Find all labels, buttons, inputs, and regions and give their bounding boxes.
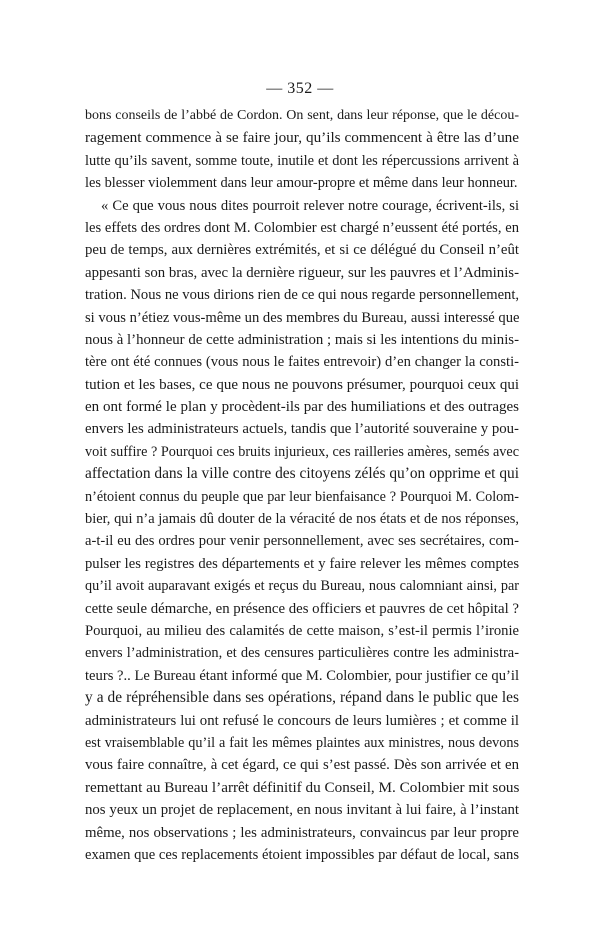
text-line: envers l’administration, et des censures particulières contre les administra- — [85, 645, 519, 662]
text-line: pulser les registres des départements et y faire relever les mêmes comptes — [85, 555, 519, 572]
text-line: teurs ?.. Le Bureau étant informé que M. Colombier, pour justifier ce qu’il — [85, 667, 519, 684]
text-line: envers les administrateurs actuels, tandis que l’autorité souveraine y pou- — [85, 421, 519, 438]
text-line: nous à l’honneur de cette administration ; mais si les intentions du minis- — [85, 331, 519, 348]
text-line: tration. Nous ne vous dirions rien de ce qui nous regarde personnellement, — [85, 287, 520, 304]
text-line: peu de temps, aux dernières extrémités, et si ce délégué du Conseil n’eût — [85, 242, 519, 259]
text-line: ragement commence à se faire jour, qu’ils commencent à être las d’une — [85, 129, 519, 147]
text-line: si vous n’étiez vous-même un des membres du Bureau, aussi interessé que — [85, 309, 520, 326]
text-line: appesanti son bras, avec la dernière rigueur, sur les pauvres et l’Adminis- — [85, 264, 519, 281]
page-number: — 352 — — [266, 80, 334, 97]
text-line: tère ont été connues (vous nous le faites entrevoir) d’en changer la consti- — [85, 354, 519, 371]
text-line: les blesser violemment dans leur amour-propre et même dans leur honneur. — [85, 175, 518, 192]
text-line: affectation dans la ville contre des citoyens zélés qu’on opprime et qui — [85, 465, 519, 483]
text-line: bons conseils de l’abbé de Cordon. On sent, dans leur réponse, que le décou- — [85, 108, 519, 123]
text-line: en ont formé le plan y procèdent-ils par des humiliations et des outrages — [85, 399, 519, 416]
text-line: « Ce que vous nous dites pourroit relever notre courage, écrivent-ils, si — [101, 197, 519, 214]
text-line: n’étoient connus du peuple que par leur bienfaisance ? Pourquoi M. Colom- — [85, 488, 519, 505]
text-line: examen que ces replacements étoient impossibles par défaut de local, sans — [85, 846, 519, 863]
body-text — [85, 105, 519, 866]
text-line: administrateurs lui ont refusé le concours de leurs lumières ; et comme il — [85, 712, 519, 729]
text-line: cette seule démarche, en présence des officiers et pauvres de cet hôpital ? — [85, 600, 519, 617]
text-line: nos yeux un projet de replacement, en nous invitant à lui faire, à l’instant — [85, 802, 519, 819]
text-line: voit suffire ? Pourquoi ces bruits injurieux, ces railleries amères, semés avec — [85, 443, 519, 460]
text-line: qu’il avoit auparavant exigés et reçus du Bureau, nous calomniant ainsi, par — [85, 578, 519, 595]
text-line: vous faire connaître, à cet égard, ce qui s’est passé. Dès son arrivée et en — [85, 757, 519, 774]
text-line: a-t-il eu des ordres pour venir personnellement, avec ses secrétaires, com- — [85, 533, 519, 550]
text-line: remettant au Bureau l’arrêt définitif du Conseil, M. Colombier mit sous — [85, 778, 520, 796]
text-line: les effets des ordres dont M. Colombier est chargé n’eussent été portés, en — [85, 219, 519, 236]
text-line: lutte qu’ils savent, somme toute, inutile et dont les répercussions arrivent à — [85, 152, 519, 169]
text-line: tution et les bases, ce que nous ne pouvons présumer, pourquoi ceux qui — [85, 376, 519, 393]
text-line: Pourquoi, au milieu des calamités de cette maison, s’est-il permis l’ironie — [85, 622, 519, 639]
text-line: y a de répréhensible dans ses opérations, répand dans le public que les — [85, 689, 519, 707]
text-line: est vraisemblable qu’il a fait les mêmes plaintes aux ministres, nous devons — [85, 734, 519, 751]
text-line: bier, qui n’a jamais dû douter de la véracité de nos états et de nos réponses, — [85, 511, 519, 528]
text-line: même, nos observations ; les administrateurs, convaincus par leur propre — [85, 824, 519, 841]
